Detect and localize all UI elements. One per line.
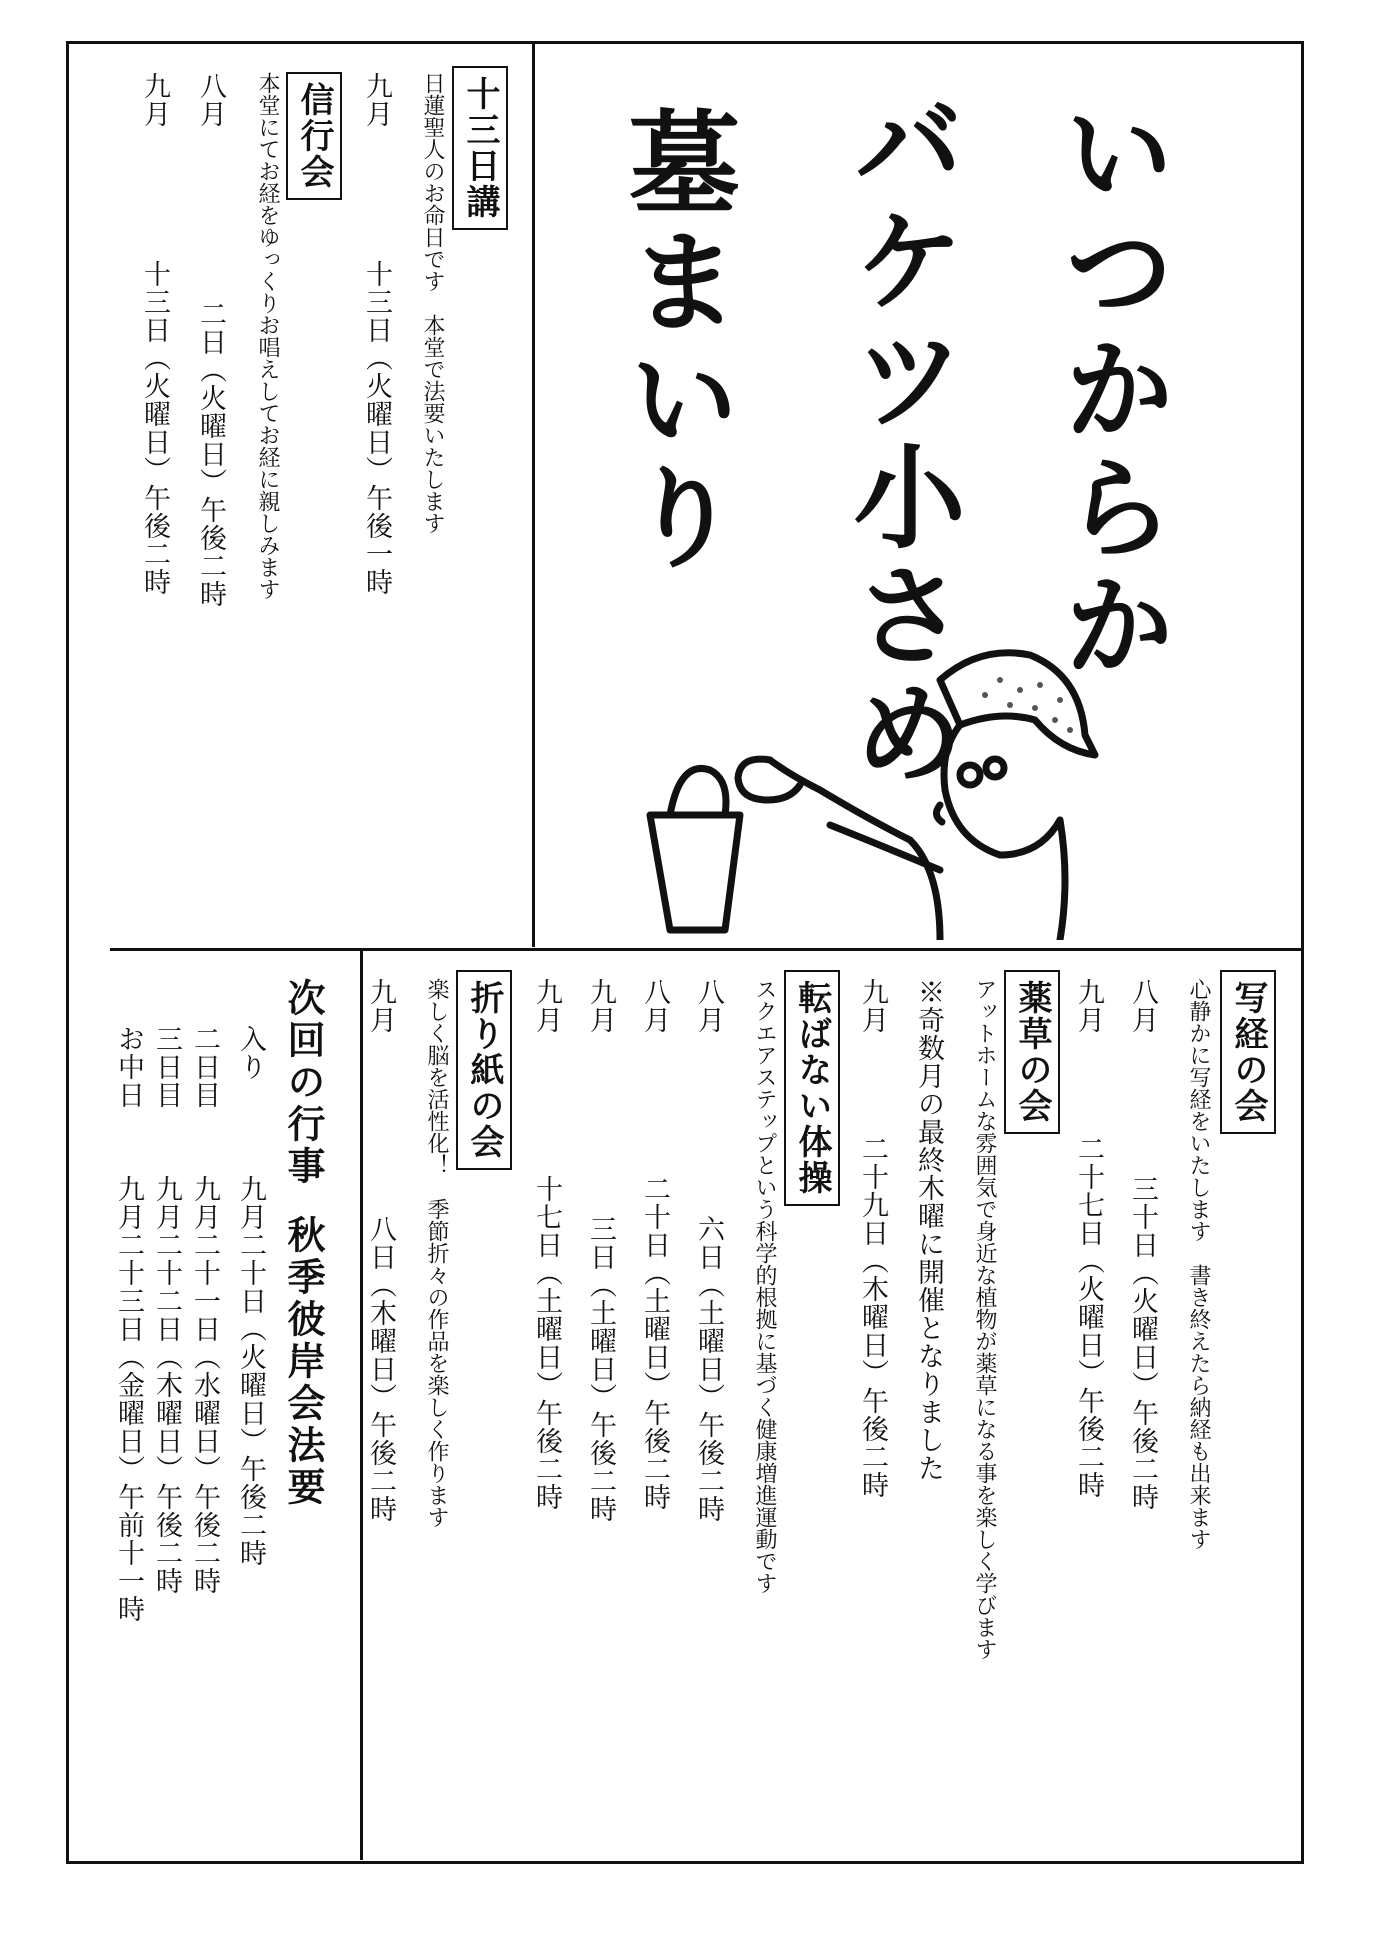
shakyo-description: 心静かに写経をいたします 書き終えたら納経も出来ます <box>1186 978 1211 1550</box>
origami-row1-month: 九月 <box>365 978 396 1034</box>
next-event-label: 次回の行事 <box>281 978 326 1188</box>
taiso-row1-date: 六日（土曜日）午後二時 <box>693 1215 724 1523</box>
top-column-divider <box>532 44 535 947</box>
yakuso-description: アットホームな雰囲気で身近な植物が薬草になる事を楽しく学びます <box>972 978 997 1660</box>
yakuso-note: ※奇数月の最終木曜に開催となりました <box>913 978 944 1482</box>
taiso-description: スクエアステップという科学的根拠に基づく健康増進運動です <box>752 978 777 1594</box>
shakyo-heading: 写経の会 <box>1220 970 1276 1134</box>
taiso-row2-month: 八月 <box>639 978 670 1034</box>
shingyo-row2-month: 九月 <box>139 72 170 128</box>
jusannichi-heading: 十三日講 <box>452 66 508 230</box>
shakyo-row1-date: 三十日（火曜日）午後二時 <box>1127 1175 1158 1511</box>
next-event-row-4-date: 九月二十三日（金曜日）午前十一時 <box>113 1175 144 1623</box>
shingyo-description: 本堂にてお経をゆっくりお唱えしてお経に親しみます <box>255 72 280 600</box>
next-event-row-3-date: 九月二十二日（木曜日）午後二時 <box>151 1175 182 1595</box>
yakuso-row1-month: 九月 <box>857 978 888 1034</box>
shingyo-row1-date: 二日（火曜日）午後二時 <box>195 300 226 608</box>
slogan-line-2: バケツ小さめ <box>835 85 965 793</box>
jusannichi-date: 十三日（火曜日）午後一時 <box>361 260 392 596</box>
yakuso-heading: 薬草の会 <box>1004 970 1060 1134</box>
yakuso-row1-date: 二十九日（木曜日）午後二時 <box>857 1135 888 1499</box>
taiso-heading: 転ばない体操 <box>784 970 840 1206</box>
origami-description: 楽しく脳を活性化！ 季節折々の作品を楽しく作ります <box>424 978 449 1528</box>
next-event-row-1-date: 九月二十日（火曜日）午後二時 <box>235 1175 266 1567</box>
taiso-row2-date: 二十日（土曜日）午後二時 <box>639 1175 670 1511</box>
taiso-row4-date: 十七日（土曜日）午後二時 <box>531 1175 562 1511</box>
horizontal-divider <box>110 948 1302 951</box>
taiso-row3-month: 九月 <box>585 978 616 1034</box>
next-event-row-2-day: 二日目 <box>189 1025 220 1109</box>
next-event-row-4-day: お中日 <box>113 1025 144 1109</box>
slogan-line-1: いつからか <box>1045 95 1175 685</box>
shakyo-row2-date: 二十七日（火曜日）午後二時 <box>1073 1135 1104 1499</box>
jusannichi-description: 日蓮聖人のお命日です 本堂で法要いたします <box>420 72 445 534</box>
slogan-line-3: 墓まいり <box>610 105 740 577</box>
man-with-bucket-illustration <box>640 640 1100 940</box>
jusannichi-month: 九月 <box>361 72 392 128</box>
shakyo-row2-month: 九月 <box>1073 978 1104 1034</box>
taiso-row3-date: 三日（土曜日）午後二時 <box>585 1215 616 1523</box>
next-event-row-2-date: 九月二十一日（水曜日）午後二時 <box>189 1175 220 1595</box>
next-event-row-3-day: 三日目 <box>151 1025 182 1109</box>
next-event-row-1-day: 入り <box>235 1025 266 1081</box>
shakyo-row1-month: 八月 <box>1127 978 1158 1034</box>
shingyo-row1-month: 八月 <box>195 72 226 128</box>
taiso-row4-month: 九月 <box>531 978 562 1034</box>
taiso-row1-month: 八月 <box>693 978 724 1034</box>
shingyo-heading: 信行会 <box>286 72 342 200</box>
origami-heading: 折り紙の会 <box>456 970 512 1170</box>
origami-row1-date: 八日（木曜日）午後二時 <box>365 1215 396 1523</box>
next-event-title: 秋季彼岸会法要 <box>281 1215 326 1509</box>
shingyo-row2-date: 十三日（火曜日）午後二時 <box>139 260 170 596</box>
